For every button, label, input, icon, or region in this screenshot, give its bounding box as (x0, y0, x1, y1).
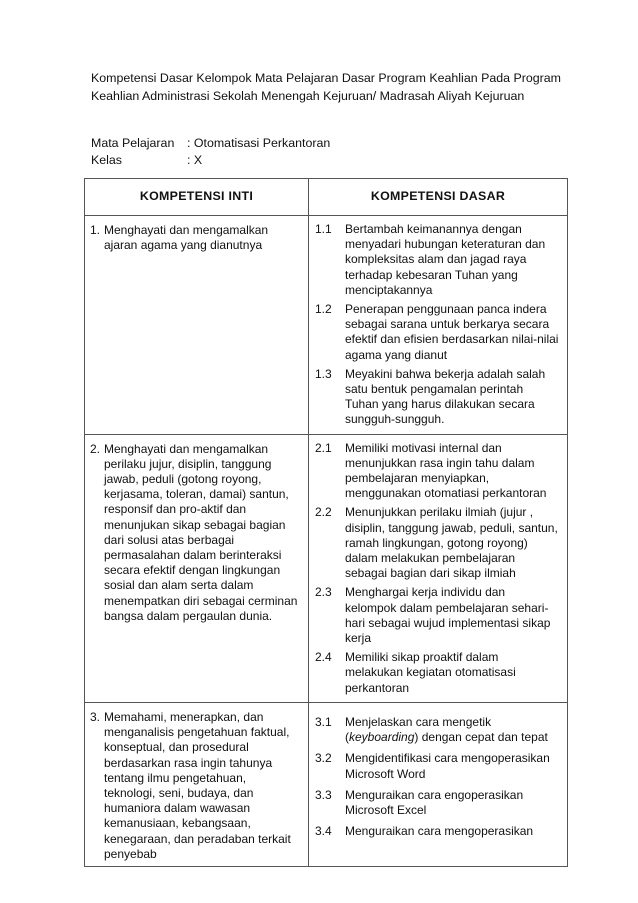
ki-number: 3. (90, 709, 101, 724)
document-intro: Kompetensi Dasar Kelompok Mata Pelajaran Dasar Program Keahlian Pada Program Keahlian Administrasi Sekolah Menengah Kejuruan/ Madrasah Aliyah Kejuruan (91, 71, 561, 103)
kd-number: 3.2 (315, 751, 332, 766)
kd-number: 3.1 (315, 714, 332, 729)
ki-cell (85, 216, 309, 435)
table-row (85, 434, 568, 702)
kd-text-after: ) dengan cepat dan tepat (414, 730, 548, 745)
kd-number: 1.3 (315, 366, 332, 381)
subject-meta (91, 135, 330, 169)
kd-number: 3.4 (315, 824, 332, 839)
class-row (91, 152, 330, 169)
kd-text: Mengidentifikasi cara mengoperasikan Microsoft Word (345, 751, 550, 781)
kd-item (315, 367, 559, 428)
kd-text (345, 715, 559, 745)
ki-item (90, 710, 300, 862)
kd-text: Memiliki motivasi internal dan menunjukkan rasa ingin tahu dalam pembelajaran menyiapkan, menggunakan otomatiasi perkantoran (345, 440, 547, 501)
table-row (85, 702, 568, 866)
table-header-row (85, 179, 568, 216)
ki-number: 1. (90, 223, 101, 237)
kd-text: Bertambah keimanannya dengan menyadari hubungan keteraturan dan kompleksitas alam dan jagad raya terhadap kebesaran Tuhan yang menciptakannya (345, 222, 546, 297)
ki-text: Menghayati dan mengamalkan ajaran agama yang dianutnya (104, 223, 269, 253)
kd-item (315, 441, 559, 502)
kd-item (315, 788, 559, 818)
kd-number: 1.1 (315, 222, 332, 236)
competency-table (84, 178, 568, 867)
kd-item (315, 505, 559, 581)
kd-item (315, 222, 559, 298)
ki-cell (85, 702, 309, 866)
ki-cell (85, 434, 309, 702)
ki-item (90, 442, 300, 624)
kd-item (315, 302, 559, 363)
header-kompetensi-dasar: KOMPETENSI DASAR (309, 179, 568, 216)
kd-number: 1.2 (315, 302, 332, 317)
kd-text: Penerapan penggunaan panca indera sebagai sarana untuk berkarya secara efektif dan efisien berdasarkan nilai-nilai agama yang dianut (345, 302, 559, 362)
kd-text: Menguraikan cara mengoperasikan (345, 824, 534, 839)
class-value: : X (187, 153, 203, 167)
subject-value: : Otomatisasi Perkantoran (187, 136, 331, 150)
subject-label: Mata Pelajaran (91, 136, 175, 150)
kd-text-italic: keyboarding (349, 730, 415, 745)
kd-number: 2.3 (315, 585, 332, 600)
ki-item (90, 223, 300, 253)
ki-text: Menghayati dan mengamalkan perilaku jujur, disiplin, tanggung jawab, peduli (gotong royong, kerjasama, toleran, damai) santun, responsif dan pro-aktif dan menunjukan sikap sebagai bagian dari solusi atas berbagai permasalahan dalam berinteraksi secara efektif dengan lingkungan sosial dan alam serta dalam menempatkan diri sebagai cerminan bangsa dalam pergaulan dunia. (104, 441, 298, 623)
kd-text: Memiliki sikap proaktif dalam melakukan kegiatan otomatisasi perkantoran (345, 650, 516, 695)
kd-item (315, 715, 559, 745)
kd-text: Menunjukkan perilaku ilmiah (jujur , disiplin, tanggung jawab, peduli, santun, ramah lingkungan, gotong royong) dalam melakukan pembelajaran sebagai bagian dari sikap ilmiah (345, 505, 558, 581)
header-kompetensi-inti: KOMPETENSI INTI (85, 179, 309, 216)
kd-number: 2.4 (315, 650, 332, 665)
kd-cell (309, 702, 568, 866)
kd-text: Menghargai kerja individu dan kelompok dalam pembelajaran sehari-hari sebagai wujud implementasi sikap kerja (345, 585, 551, 646)
kd-item (315, 824, 559, 839)
kd-item (315, 751, 559, 781)
ki-number: 2. (90, 441, 101, 456)
kd-cell (309, 216, 568, 435)
kd-number: 2.1 (315, 440, 332, 455)
kd-item (315, 650, 559, 696)
kd-text: Menguraikan cara engoperasikan Microsoft Excel (345, 787, 524, 817)
kd-number: 3.3 (315, 787, 332, 802)
class-label: Kelas (91, 153, 122, 167)
kd-text: Meyakini bahwa bekerja adalah salah satu bentuk pengamalan perintah Tuhan yang harus dilakukan secara sungguh-sungguh. (345, 366, 546, 427)
table-row (85, 216, 568, 435)
ki-text: Memahami, menerapkan, dan menganalisis pengetahuan faktual, konseptual, dan prosedural berdasarkan rasa ingin tahunya tentang ilmu pengetahuan, teknologi, seni, budaya, dan humaniora dalam wawasan kemanusiaan, kebangsaan, kenegaraan, dan peradaban terkait penyebab (104, 709, 291, 861)
kd-item (315, 585, 559, 646)
kd-number: 2.2 (315, 505, 332, 520)
kd-cell (309, 434, 568, 702)
kd-text-before: Menjelaskan cara mengetik ( (345, 714, 492, 745)
subject-row (91, 135, 330, 152)
